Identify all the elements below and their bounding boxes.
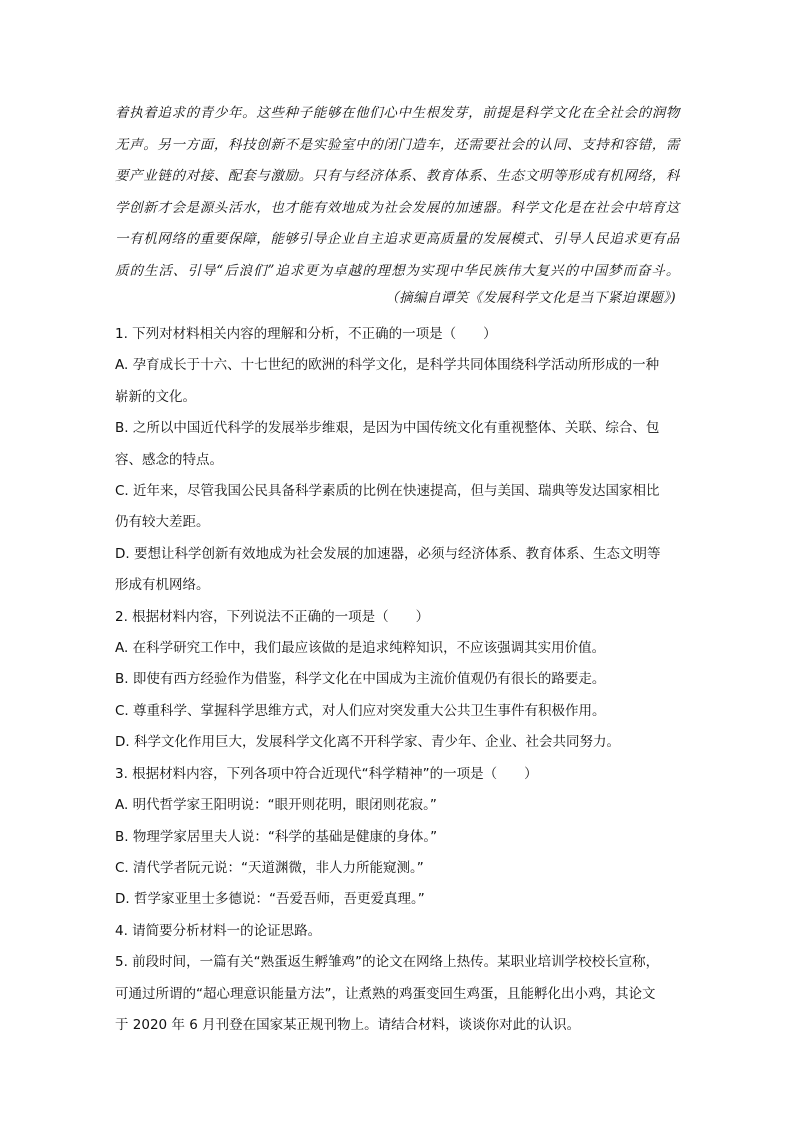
question-1-option-c: C. 近年来，尽管我国公民具备科学素质的比例在快速提高，但与美国、瑞典等发达国家相比 [115,483,660,500]
passage-line: 无声。另一方面，科技创新不是实验室中的闭门造车，还需要社会的认同、支持和容错，需 [115,136,680,153]
question-3-option-c: C. 清代学者阮元说：“天道渊微，非人力所能窥测。” [115,859,424,876]
passage-line: 要产业链的对接、配套与激励。只有与经济体系、教育体系、生态文明等形成有机网络，科 [115,168,680,184]
question-5-stem: 5. 前段时间，一篇有关“熟蛋返生孵雏鸡”的论文在网络上热传。某职业培训学校校长宣称， [115,954,660,971]
question-1-option-b: B. 之所以中国近代科学的发展举步维艰，是因为中国传统文化有重视整体、关联、综合、包 [115,420,660,437]
question-2-option-b: B. 即使有西方经验作为借鉴，科学文化在中国成为主流价值观仍有很长的路要走。 [115,671,606,688]
question-5-stem-cont: 可通过所谓的“超心理意识能量方法”，让煮熟的鸡蛋变回生鸡蛋，且能孵化出小鸡，其论文 [115,985,656,1002]
question-1-option-b-cont: 容、感念的特点。 [115,451,223,468]
question-2-option-c: C. 尊重科学、掌握科学思维方式，对人们应对突发重大公共卫生事件有积极作用。 [115,702,606,719]
question-2-stem: 2. 根据材料内容，下列说法不正确的一项是（ ） [115,608,430,625]
question-1-option-d-cont: 形成有机网络。 [115,577,210,594]
passage-line: 着执着追求的青少年。这些种子能够在他们心中生根发芽，前提是科学文化在全社会的润物 [115,105,680,121]
passage-line: 学创新才会是源头活水，也才能有效地成为社会发展的加速器。科学文化是在社会中培育这 [115,199,680,216]
question-3-option-b: B. 物理学家居里夫人说：“科学的基础是健康的身体。” [115,828,438,845]
question-3-option-d: D. 哲学家亚里士多德说：“吾爱吾师，吾更爱真理。” [115,891,425,908]
question-1-option-a: A. 孕育成长于十六、十七世纪的欧洲的科学文化，是科学共同体围绕科学活动所形成的一种 [115,357,660,374]
reading-passage [115,98,680,287]
question-1-option-d: D. 要想让科学创新有效地成为社会发展的加速器，必须与经济体系、教育体系、生态文明等 [115,545,661,562]
question-3-stem: 3. 根据材料内容，下列各项中符合近现代“科学精神”的一项是（ ） [115,765,538,782]
question-1-option-a-cont: 崭新的文化。 [115,388,196,405]
question-2-option-a: A. 在科学研究工作中，我们最应该做的是追求纯粹知识，不应该强调其实用价值。 [115,640,606,657]
question-list [115,319,680,1041]
question-5-stem-cont: 于 2020 年 6 月刊登在国家某正规刊物上。请结合材料，谈谈你对此的认识。 [115,1016,581,1033]
passage-line: 一有机网络的重要保障，能够引导企业自主追求更高质量的发展模式、引导人民追求更有品 [115,231,680,247]
question-3-option-a: A. 明代哲学家王阳明说：“眼开则花明，眼闭则花寂。” [115,797,437,814]
question-1-option-c-cont: 仍有较大差距。 [115,514,210,531]
passage-source: （摘编自谭笑《发展科学文化是当下紧迫课题》) [385,290,676,306]
question-1-stem: 1. 下列对材料相关内容的理解和分析，不正确的一项是（ ） [115,326,497,342]
question-2-option-d: D. 科学文化作用巨大，发展科学文化离不开科学家、青少年、企业、社会共同努力。 [115,734,620,751]
passage-line: 质的生活、引导“后浪们”追求更为卓越的理想为实现中华民族伟大复兴的中国梦而奋斗。 [115,262,680,279]
question-4-stem: 4. 请简要分析材料一的论证思路。 [115,922,322,939]
